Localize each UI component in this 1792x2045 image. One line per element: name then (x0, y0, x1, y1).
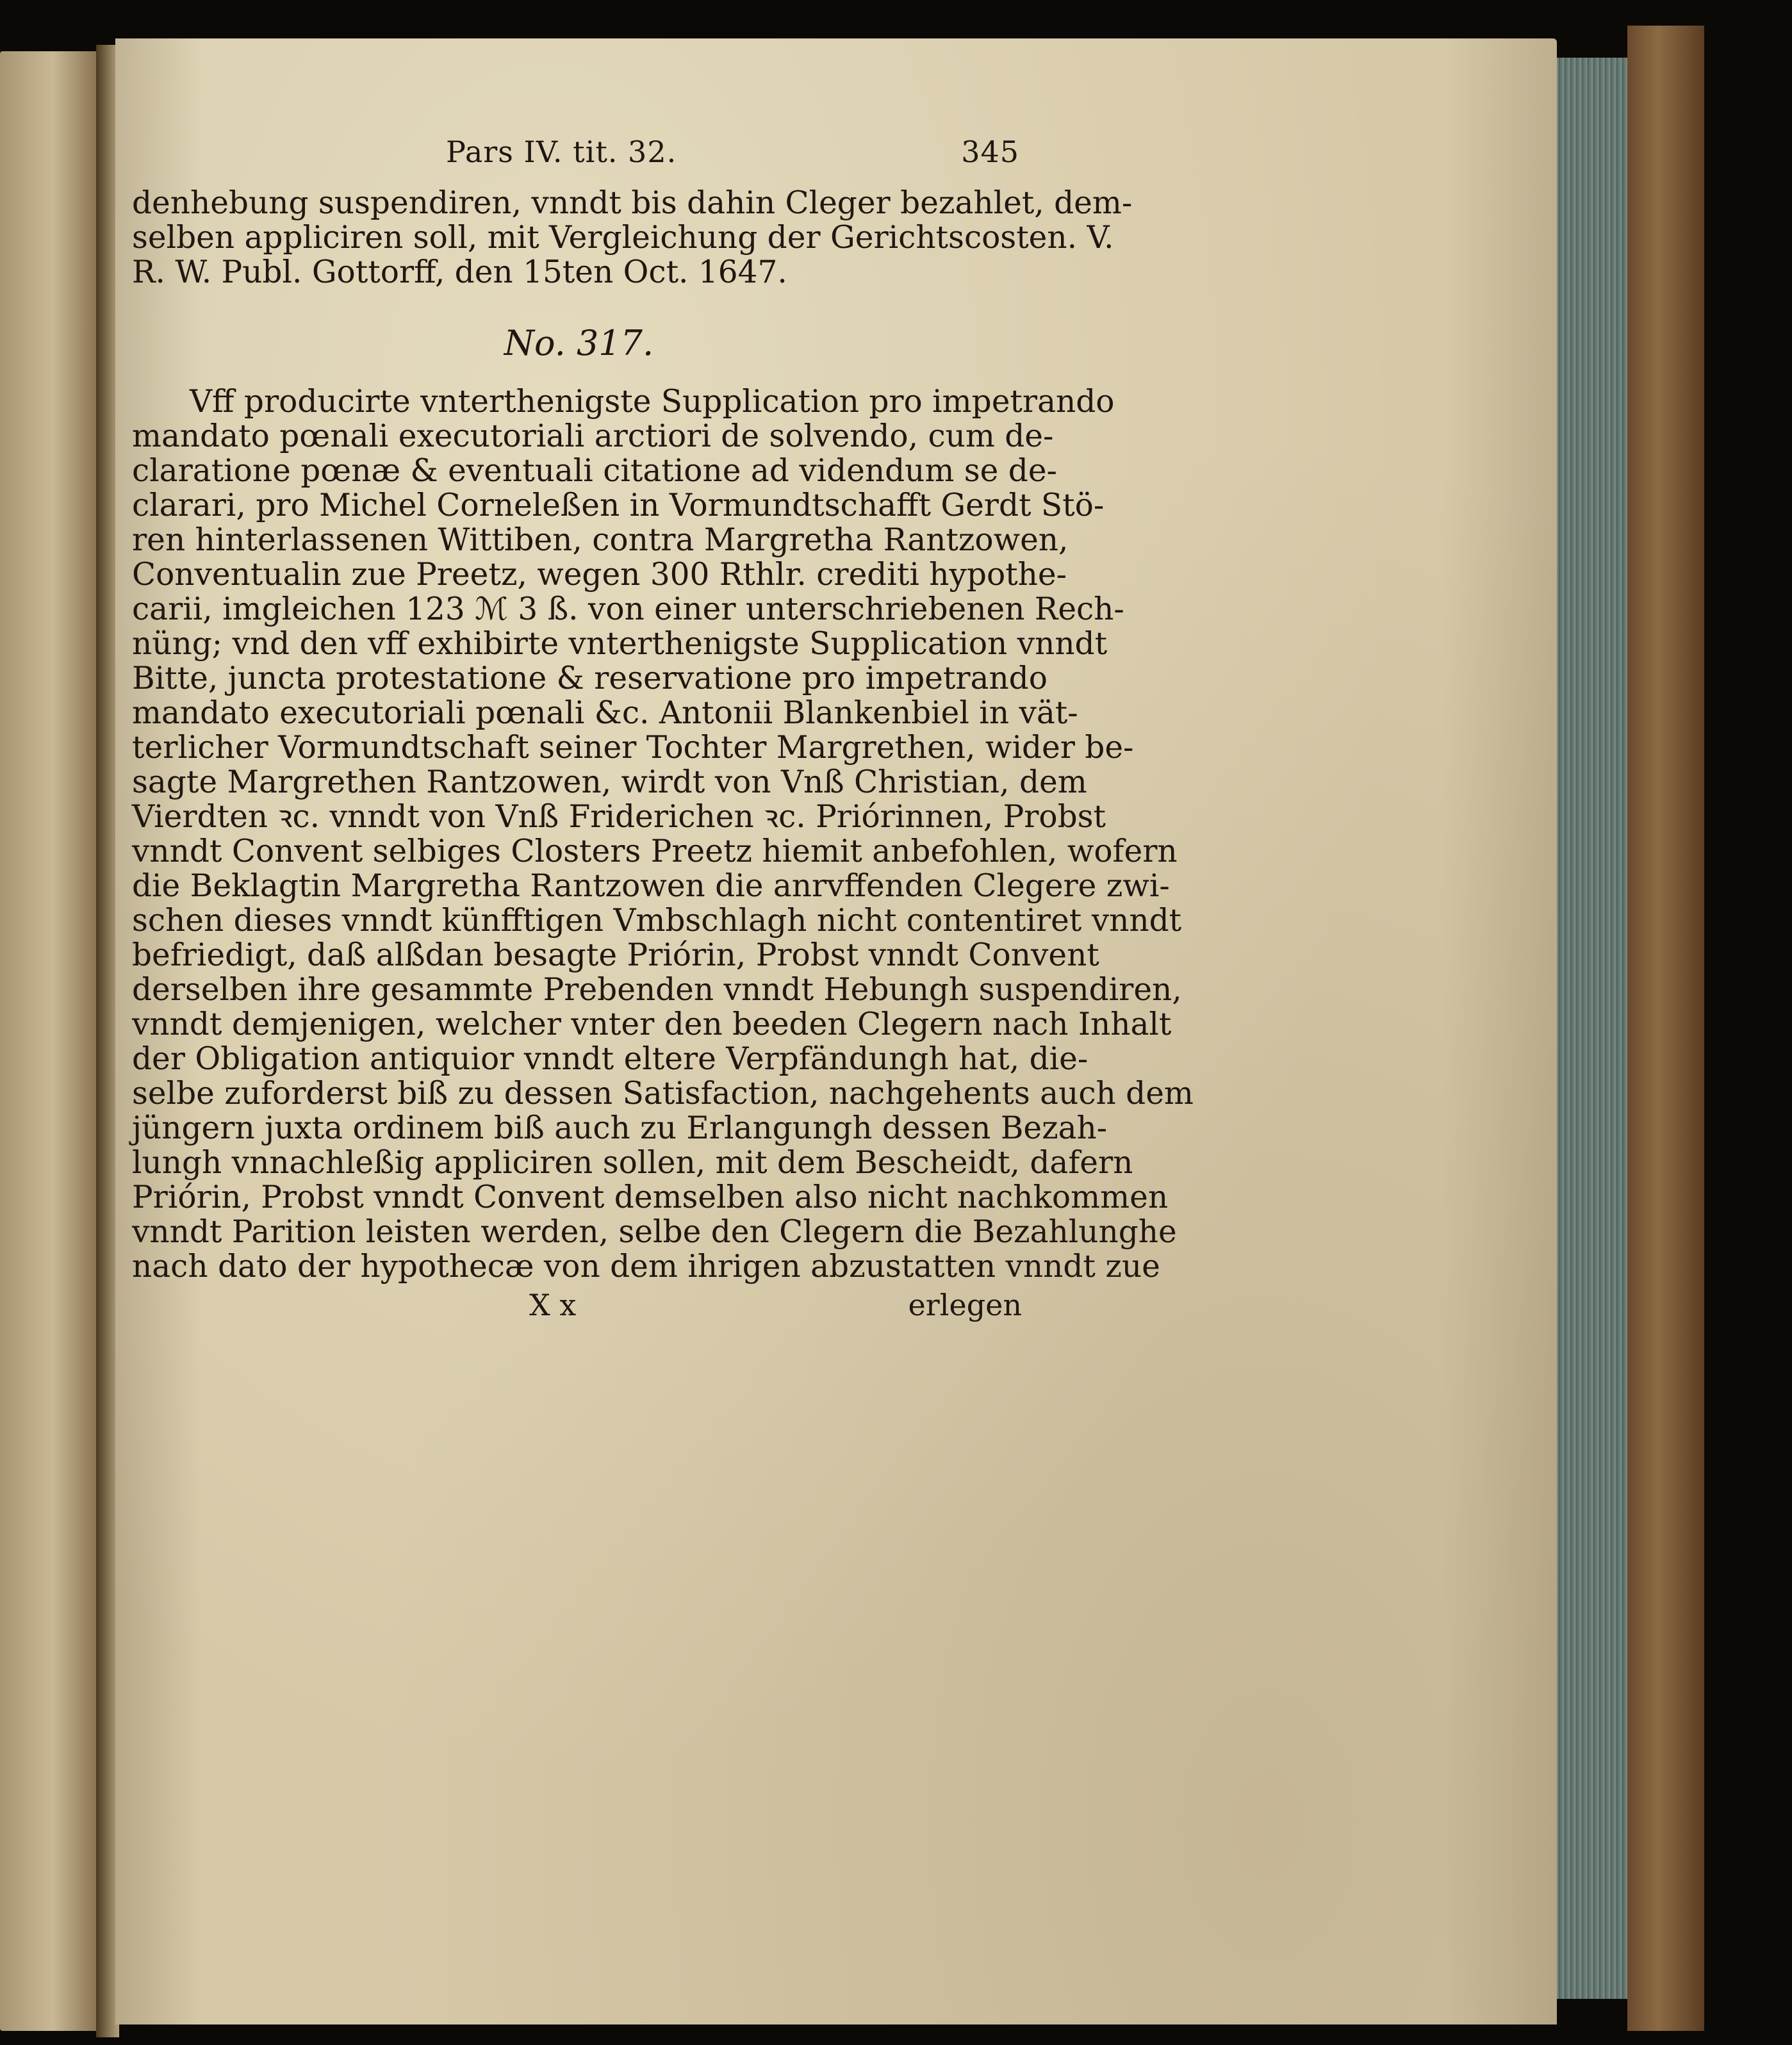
text-line: nach dato der hypothecæ von dem ihrigen abzustatten vnndt zue (132, 1249, 1160, 1285)
text-line: befriedigt, daß alßdan besagte Priórin, Probst vnndt Convent (132, 937, 1099, 973)
text-block (132, 135, 1194, 1326)
page-block-edges (1544, 58, 1634, 1999)
left-page-edge (0, 51, 96, 2031)
text-line: der Obligation antiquior vnndt eltere Verpfändungh hat, die- (132, 1041, 1089, 1077)
text-line: mandato executoriali pœnali &c. Antonii Blankenbiel in vät- (132, 695, 1078, 731)
page-header (132, 135, 1026, 186)
text-line: selben appliciren soll, mit Vergleichung der Gerichtscosten. V. (132, 220, 1114, 256)
book-cover-edge (1627, 26, 1704, 2031)
text-line: lungh vnnachleßig appliciren sollen, mit dem Bescheidt, dafern (132, 1145, 1133, 1181)
text-line: denhebung suspendiren, vnndt bis dahin Cleger bezahlet, dem- (132, 185, 1133, 221)
text-line: claratione pœnæ & eventuali citatione ad videndum se de- (132, 453, 1057, 489)
text-line: vnndt demjenigen, welcher vnter den beeden Clegern nach Inhalt (132, 1006, 1172, 1042)
text-line: nüng; vnd den vff exhibirte vnterthenigste Supplication vnndt (132, 626, 1108, 662)
text-line: terlicher Vormundtschaft seiner Tochter Margrethen, wider be- (132, 730, 1134, 766)
text-line: clarari, pro Michel Corneleßen in Vormundtschafft Gerdt Stö- (132, 488, 1105, 523)
catchword: erlegen (908, 1288, 1022, 1322)
signature-mark: X x (529, 1288, 577, 1322)
text-line: mandato pœnali executoriali arctiori de solvendo, cum de- (132, 418, 1054, 454)
text-line: jüngern juxta ordinem biß auch zu Erlangungh dessen Bezah- (132, 1110, 1108, 1146)
text-line: selbe zuforderst biß zu dessen Satisfaction, nachgehents auch dem (132, 1076, 1194, 1112)
text-line: vnndt Parition leisten werden, selbe den Clegern die Bezahlunghe (132, 1214, 1177, 1250)
section-heading: No. 317. (504, 323, 654, 363)
text-line: Bitte, juncta protestatione & reservatione pro impetrando (132, 661, 1048, 696)
paragraph-main (132, 384, 1194, 1285)
page-number: 345 (961, 135, 1019, 169)
text-line: sagte Margrethen Rantzowen, wirdt von Vnß Christian, dem (132, 764, 1087, 800)
text-line: carii, imgleichen 123 ℳ 3 ß. von einer unterschriebenen Rech- (132, 591, 1124, 627)
running-head: Pars IV. tit. 32. (446, 135, 677, 169)
text-line: vnndt Convent selbiges Closters Preetz hiemit anbefohlen, wofern (132, 834, 1178, 869)
text-line: Vierdten ꝛc. vnndt von Vnß Friderichen ꝛc. Priórinnen, Probst (132, 799, 1106, 835)
text-line: schen dieses vnndt künfftigen Vmbschlagh nicht contentiret vnndt (132, 903, 1182, 939)
paragraph-continued (132, 185, 1133, 290)
text-line: R. W. Publ. Gottorff, den 15ten Oct. 1647. (132, 254, 787, 290)
page-footer (132, 1288, 1026, 1326)
text-line: derselben ihre gesammte Prebenden vnndt Hebungh suspendiren, (132, 972, 1182, 1008)
text-line: Vff producirte vnterthenigste Supplication pro impetrando (190, 384, 1115, 420)
text-line: ren hinterlassenen Wittiben, contra Margretha Rantzowen, (132, 522, 1069, 558)
text-line: Priórin, Probst vnndt Convent demselben also nicht nachkommen (132, 1179, 1169, 1215)
text-line: Conventualin zue Preetz, wegen 300 Rthlr. crediti hypothe- (132, 557, 1067, 593)
text-line: die Beklagtin Margretha Rantzowen die anrvffenden Clegere zwi- (132, 868, 1170, 904)
